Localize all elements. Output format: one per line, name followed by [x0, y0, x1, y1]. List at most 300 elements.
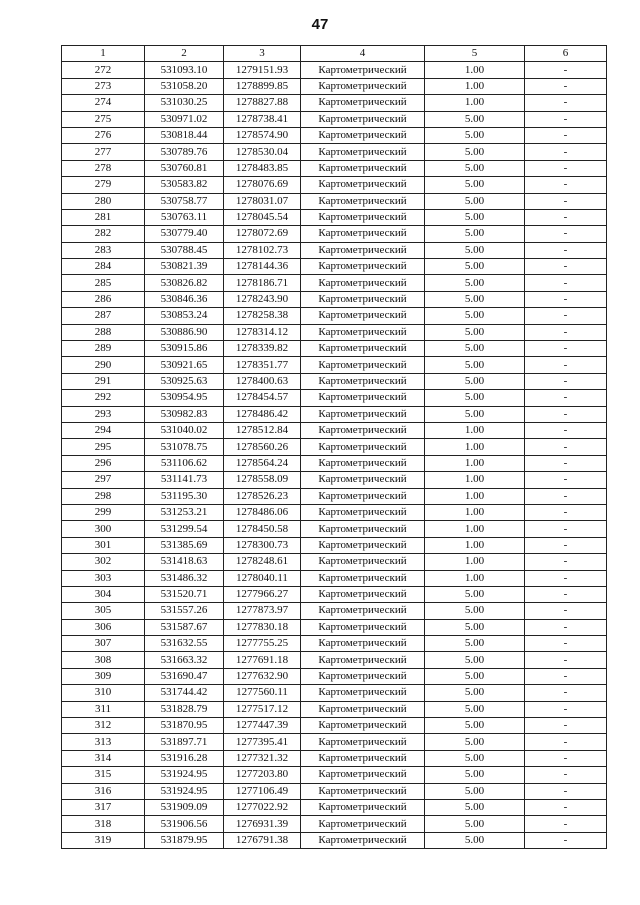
- table-cell: -: [525, 324, 607, 340]
- table-cell: 531486.32: [145, 570, 224, 586]
- table-cell: 318: [62, 816, 145, 832]
- table-row: [62, 488, 607, 504]
- table-cell: 5.00: [425, 226, 525, 242]
- table-cell: -: [525, 78, 607, 94]
- table-row: [62, 62, 607, 78]
- table-cell: Картометрический: [301, 357, 425, 373]
- table-row: [62, 832, 607, 848]
- table-cell: Картометрический: [301, 783, 425, 799]
- table-cell: Картометрический: [301, 668, 425, 684]
- table-cell: -: [525, 259, 607, 275]
- table-row: [62, 373, 607, 389]
- table-cell: Картометрический: [301, 95, 425, 111]
- table-cell: 530821.39: [145, 259, 224, 275]
- table-row: [62, 455, 607, 471]
- table-cell: Картометрический: [301, 488, 425, 504]
- table-cell: 531924.95: [145, 783, 224, 799]
- table-cell: Картометрический: [301, 521, 425, 537]
- table-row: [62, 259, 607, 275]
- table-cell: 531030.25: [145, 95, 224, 111]
- table-cell: 5.00: [425, 111, 525, 127]
- table-row: [62, 701, 607, 717]
- table-cell: 531058.20: [145, 78, 224, 94]
- table-row: [62, 127, 607, 143]
- table-row: [62, 95, 607, 111]
- table-cell: 302: [62, 554, 145, 570]
- table-cell: 531870.95: [145, 718, 224, 734]
- table-cell: -: [525, 816, 607, 832]
- table-row: [62, 603, 607, 619]
- table-row: [62, 406, 607, 422]
- table-cell: 531418.63: [145, 554, 224, 570]
- table-cell: 5.00: [425, 308, 525, 324]
- table-cell: -: [525, 799, 607, 815]
- table-cell: 5.00: [425, 259, 525, 275]
- table-cell: 272: [62, 62, 145, 78]
- column-header: 1: [62, 46, 145, 62]
- table-row: [62, 586, 607, 602]
- table-cell: Картометрический: [301, 701, 425, 717]
- table-cell: 278: [62, 160, 145, 176]
- table-cell: 5.00: [425, 767, 525, 783]
- table-cell: 5.00: [425, 177, 525, 193]
- table-cell: -: [525, 701, 607, 717]
- table-cell: Картометрический: [301, 160, 425, 176]
- table-cell: 1.00: [425, 95, 525, 111]
- table-row: [62, 554, 607, 570]
- table-cell: 1278574.90: [224, 127, 301, 143]
- table-row: [62, 816, 607, 832]
- table-cell: -: [525, 341, 607, 357]
- table-row: [62, 226, 607, 242]
- table-cell: 1277966.27: [224, 586, 301, 602]
- table-cell: -: [525, 586, 607, 602]
- table-cell: 530779.40: [145, 226, 224, 242]
- table-cell: 1278314.12: [224, 324, 301, 340]
- table-cell: Картометрический: [301, 226, 425, 242]
- table-cell: 531690.47: [145, 668, 224, 684]
- table-cell: 281: [62, 209, 145, 225]
- table-cell: -: [525, 275, 607, 291]
- table-cell: Картометрический: [301, 62, 425, 78]
- table-cell: Картометрический: [301, 718, 425, 734]
- table-cell: 317: [62, 799, 145, 815]
- table-cell: 311: [62, 701, 145, 717]
- table-cell: 1.00: [425, 504, 525, 520]
- table-cell: 531106.62: [145, 455, 224, 471]
- table-cell: 5.00: [425, 619, 525, 635]
- table-cell: 5.00: [425, 783, 525, 799]
- table-cell: 1278351.77: [224, 357, 301, 373]
- table-cell: 531744.42: [145, 685, 224, 701]
- table-cell: Картометрический: [301, 193, 425, 209]
- table-cell: 530853.24: [145, 308, 224, 324]
- table-row: [62, 799, 607, 815]
- table-cell: 1278564.24: [224, 455, 301, 471]
- table-row: [62, 652, 607, 668]
- table-cell: 1277691.18: [224, 652, 301, 668]
- table-cell: 291: [62, 373, 145, 389]
- table-cell: 5.00: [425, 209, 525, 225]
- table-cell: 304: [62, 586, 145, 602]
- table-cell: 307: [62, 636, 145, 652]
- table-cell: 531924.95: [145, 767, 224, 783]
- table-cell: -: [525, 308, 607, 324]
- table-cell: -: [525, 62, 607, 78]
- table-cell: 1276931.39: [224, 816, 301, 832]
- table-cell: 5.00: [425, 652, 525, 668]
- table-cell: 531385.69: [145, 537, 224, 553]
- table-row: [62, 177, 607, 193]
- table-cell: 1278450.58: [224, 521, 301, 537]
- table-cell: 277: [62, 144, 145, 160]
- table-row: [62, 570, 607, 586]
- table-cell: Картометрический: [301, 78, 425, 94]
- table-cell: 530921.65: [145, 357, 224, 373]
- table-cell: -: [525, 832, 607, 848]
- table-cell: 531663.32: [145, 652, 224, 668]
- table-cell: 1277517.12: [224, 701, 301, 717]
- table-row: [62, 685, 607, 701]
- table-cell: 298: [62, 488, 145, 504]
- table-cell: 5.00: [425, 685, 525, 701]
- table-cell: 1278031.07: [224, 193, 301, 209]
- table-cell: 282: [62, 226, 145, 242]
- table-cell: -: [525, 357, 607, 373]
- table-cell: 299: [62, 504, 145, 520]
- table-cell: 273: [62, 78, 145, 94]
- table-cell: 290: [62, 357, 145, 373]
- table-cell: 5.00: [425, 275, 525, 291]
- table-cell: -: [525, 95, 607, 111]
- table-cell: 1278258.38: [224, 308, 301, 324]
- column-header: 5: [425, 46, 525, 62]
- column-header: 6: [525, 46, 607, 62]
- page-number: 47: [311, 16, 329, 33]
- table-cell: -: [525, 636, 607, 652]
- table-cell: Картометрический: [301, 816, 425, 832]
- table-cell: -: [525, 619, 607, 635]
- table-cell: Картометрический: [301, 390, 425, 406]
- table-cell: 1278248.61: [224, 554, 301, 570]
- coordinates-table: [61, 45, 607, 849]
- table-cell: 279: [62, 177, 145, 193]
- column-header: 2: [145, 46, 224, 62]
- table-cell: 531078.75: [145, 439, 224, 455]
- table-cell: 5.00: [425, 636, 525, 652]
- table-row: [62, 78, 607, 94]
- table-cell: Картометрический: [301, 111, 425, 127]
- table-cell: Картометрический: [301, 504, 425, 520]
- table-cell: 530915.86: [145, 341, 224, 357]
- table-cell: 530763.11: [145, 209, 224, 225]
- table-cell: 5.00: [425, 357, 525, 373]
- table-row: [62, 537, 607, 553]
- table-cell: 286: [62, 291, 145, 307]
- table-cell: 530954.95: [145, 390, 224, 406]
- table-row: [62, 324, 607, 340]
- table-cell: 531897.71: [145, 734, 224, 750]
- table-cell: 530818.44: [145, 127, 224, 143]
- table-cell: -: [525, 504, 607, 520]
- table-cell: Картометрический: [301, 177, 425, 193]
- table-cell: 1278339.82: [224, 341, 301, 357]
- table-cell: 531195.30: [145, 488, 224, 504]
- table-cell: Картометрический: [301, 144, 425, 160]
- table-cell: 283: [62, 242, 145, 258]
- table-cell: Картометрический: [301, 308, 425, 324]
- table-row: [62, 144, 607, 160]
- table-cell: 5.00: [425, 668, 525, 684]
- table-cell: Картометрический: [301, 422, 425, 438]
- table-cell: 301: [62, 537, 145, 553]
- table-cell: 1277830.18: [224, 619, 301, 635]
- table-row: [62, 636, 607, 652]
- table-cell: -: [525, 390, 607, 406]
- table-cell: 5.00: [425, 373, 525, 389]
- table-cell: 303: [62, 570, 145, 586]
- table-cell: -: [525, 767, 607, 783]
- table-cell: 5.00: [425, 242, 525, 258]
- table-cell: 305: [62, 603, 145, 619]
- table-cell: 1277395.41: [224, 734, 301, 750]
- table-cell: 1277022.92: [224, 799, 301, 815]
- table-cell: Картометрический: [301, 619, 425, 635]
- table-cell: -: [525, 242, 607, 258]
- table-cell: 287: [62, 308, 145, 324]
- table-cell: -: [525, 291, 607, 307]
- table-cell: 1.00: [425, 472, 525, 488]
- table-cell: 1278899.85: [224, 78, 301, 94]
- table-cell: 1276791.38: [224, 832, 301, 848]
- table-cell: 5.00: [425, 144, 525, 160]
- table-cell: Картометрический: [301, 586, 425, 602]
- table-cell: 530788.45: [145, 242, 224, 258]
- table-cell: 1278040.11: [224, 570, 301, 586]
- table-cell: 312: [62, 718, 145, 734]
- table-cell: 531557.26: [145, 603, 224, 619]
- table-cell: 530760.81: [145, 160, 224, 176]
- table-cell: 300: [62, 521, 145, 537]
- table-cell: 531632.55: [145, 636, 224, 652]
- table-cell: 531828.79: [145, 701, 224, 717]
- table-cell: 5.00: [425, 324, 525, 340]
- table-cell: 531906.56: [145, 816, 224, 832]
- table-cell: Картометрический: [301, 242, 425, 258]
- table-cell: 530846.36: [145, 291, 224, 307]
- table-row: [62, 619, 607, 635]
- table-cell: 275: [62, 111, 145, 127]
- table-cell: 1.00: [425, 62, 525, 78]
- table-row: [62, 767, 607, 783]
- table-cell: 1.00: [425, 488, 525, 504]
- table-cell: 5.00: [425, 127, 525, 143]
- table-cell: 295: [62, 439, 145, 455]
- table-cell: -: [525, 718, 607, 734]
- table-cell: 1277755.25: [224, 636, 301, 652]
- table-cell: 530886.90: [145, 324, 224, 340]
- table-cell: -: [525, 652, 607, 668]
- table-cell: -: [525, 193, 607, 209]
- table-cell: -: [525, 472, 607, 488]
- table-cell: 531916.28: [145, 750, 224, 766]
- table-row: [62, 439, 607, 455]
- table-row: [62, 242, 607, 258]
- table-cell: 1278530.04: [224, 144, 301, 160]
- table-cell: 1278558.09: [224, 472, 301, 488]
- table-cell: 5.00: [425, 718, 525, 734]
- table-cell: 1277873.97: [224, 603, 301, 619]
- table-cell: 1279151.93: [224, 62, 301, 78]
- table-cell: Картометрический: [301, 439, 425, 455]
- table-cell: -: [525, 422, 607, 438]
- table-row: [62, 160, 607, 176]
- table-cell: 530583.82: [145, 177, 224, 193]
- table-cell: 310: [62, 685, 145, 701]
- table-cell: -: [525, 439, 607, 455]
- table-cell: 1278486.42: [224, 406, 301, 422]
- table-cell: Картометрический: [301, 537, 425, 553]
- table-cell: 1277321.32: [224, 750, 301, 766]
- table-cell: 1278076.69: [224, 177, 301, 193]
- table-header-row: [62, 46, 607, 62]
- table-cell: 1278072.69: [224, 226, 301, 242]
- table-cell: Картометрический: [301, 570, 425, 586]
- table-cell: -: [525, 603, 607, 619]
- table-cell: 5.00: [425, 701, 525, 717]
- table-cell: 531040.02: [145, 422, 224, 438]
- table-row: [62, 275, 607, 291]
- table-cell: 531093.10: [145, 62, 224, 78]
- table-cell: 296: [62, 455, 145, 471]
- table-cell: 5.00: [425, 390, 525, 406]
- table-cell: Картометрический: [301, 767, 425, 783]
- table-cell: 289: [62, 341, 145, 357]
- table-cell: -: [525, 537, 607, 553]
- table-cell: -: [525, 488, 607, 504]
- table-cell: Картометрический: [301, 799, 425, 815]
- table-cell: Картометрический: [301, 209, 425, 225]
- table-cell: -: [525, 177, 607, 193]
- table-cell: Картометрический: [301, 734, 425, 750]
- table-cell: 1278243.90: [224, 291, 301, 307]
- table-row: [62, 504, 607, 520]
- table-cell: 284: [62, 259, 145, 275]
- table-cell: Картометрический: [301, 259, 425, 275]
- table-cell: 5.00: [425, 832, 525, 848]
- table-cell: 316: [62, 783, 145, 799]
- table-cell: 531520.71: [145, 586, 224, 602]
- table-row: [62, 783, 607, 799]
- table-cell: 288: [62, 324, 145, 340]
- table-cell: -: [525, 668, 607, 684]
- table-cell: 315: [62, 767, 145, 783]
- table-cell: 1.00: [425, 554, 525, 570]
- table-cell: 5.00: [425, 734, 525, 750]
- table-cell: -: [525, 373, 607, 389]
- table-cell: 274: [62, 95, 145, 111]
- table-row: [62, 521, 607, 537]
- table-cell: 530971.02: [145, 111, 224, 127]
- table-cell: 5.00: [425, 816, 525, 832]
- table-cell: 5.00: [425, 586, 525, 602]
- table-cell: Картометрический: [301, 291, 425, 307]
- table-row: [62, 193, 607, 209]
- table-cell: Картометрический: [301, 406, 425, 422]
- table-cell: -: [525, 455, 607, 471]
- table-cell: 1278400.63: [224, 373, 301, 389]
- table-cell: Картометрический: [301, 554, 425, 570]
- table-cell: 5.00: [425, 193, 525, 209]
- table-cell: 1278186.71: [224, 275, 301, 291]
- table-cell: -: [525, 685, 607, 701]
- table-cell: -: [525, 160, 607, 176]
- table-cell: 313: [62, 734, 145, 750]
- table-cell: 292: [62, 390, 145, 406]
- table-cell: 1278454.57: [224, 390, 301, 406]
- table-cell: 530982.83: [145, 406, 224, 422]
- table-cell: 1278300.73: [224, 537, 301, 553]
- table-cell: 5.00: [425, 603, 525, 619]
- table-cell: Картометрический: [301, 685, 425, 701]
- table-cell: Картометрический: [301, 275, 425, 291]
- table-cell: 530826.82: [145, 275, 224, 291]
- table-cell: 1.00: [425, 570, 525, 586]
- table-cell: Картометрический: [301, 832, 425, 848]
- table-cell: 319: [62, 832, 145, 848]
- table-cell: -: [525, 783, 607, 799]
- table-cell: 285: [62, 275, 145, 291]
- table-cell: Картометрический: [301, 455, 425, 471]
- table-cell: -: [525, 406, 607, 422]
- table-cell: 280: [62, 193, 145, 209]
- table-cell: 1.00: [425, 521, 525, 537]
- table-cell: -: [525, 209, 607, 225]
- table-cell: -: [525, 570, 607, 586]
- table-row: [62, 422, 607, 438]
- table-row: [62, 668, 607, 684]
- table-cell: 293: [62, 406, 145, 422]
- table-cell: 1278486.06: [224, 504, 301, 520]
- table-cell: 5.00: [425, 799, 525, 815]
- table-row: [62, 390, 607, 406]
- table-cell: 1278483.85: [224, 160, 301, 176]
- table-row: [62, 718, 607, 734]
- table-cell: 5.00: [425, 341, 525, 357]
- table-cell: 276: [62, 127, 145, 143]
- table-cell: -: [525, 111, 607, 127]
- column-header: 4: [301, 46, 425, 62]
- table-cell: 1.00: [425, 439, 525, 455]
- table-cell: 530925.63: [145, 373, 224, 389]
- table-cell: 1277447.39: [224, 718, 301, 734]
- table-row: [62, 734, 607, 750]
- table-cell: Картометрический: [301, 341, 425, 357]
- table-cell: -: [525, 144, 607, 160]
- table-cell: 297: [62, 472, 145, 488]
- table-cell: 294: [62, 422, 145, 438]
- table-cell: 531299.54: [145, 521, 224, 537]
- table-cell: 531909.09: [145, 799, 224, 815]
- table-cell: -: [525, 521, 607, 537]
- table-cell: 1277203.80: [224, 767, 301, 783]
- table-cell: -: [525, 226, 607, 242]
- table-cell: 1277560.11: [224, 685, 301, 701]
- table-cell: Картометрический: [301, 636, 425, 652]
- table-row: [62, 750, 607, 766]
- table-cell: 1.00: [425, 78, 525, 94]
- table-row: [62, 308, 607, 324]
